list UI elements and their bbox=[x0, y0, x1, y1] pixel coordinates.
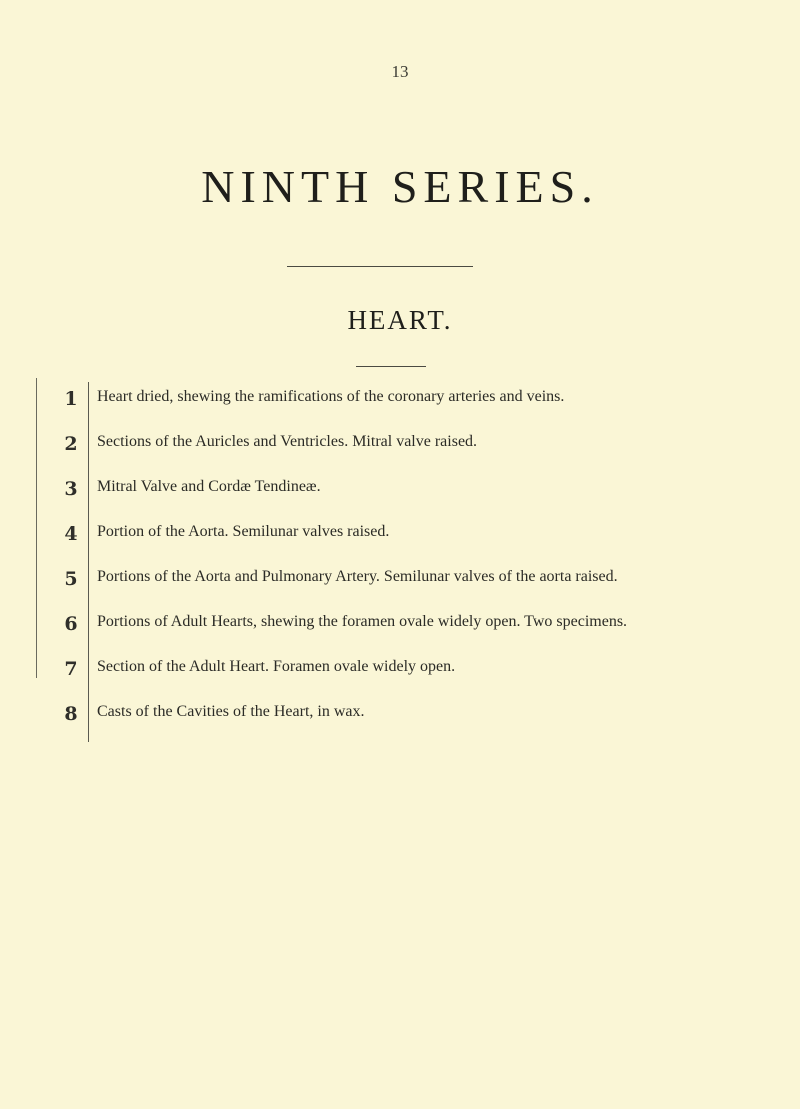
list-item bbox=[0, 523, 800, 568]
section-divider bbox=[356, 366, 426, 367]
list-item bbox=[0, 613, 800, 658]
list-item bbox=[0, 433, 800, 478]
list-item bbox=[0, 703, 800, 748]
entry-divider bbox=[88, 562, 89, 607]
list-item bbox=[0, 658, 800, 703]
entry-divider bbox=[88, 382, 89, 427]
entry-number: 7 bbox=[64, 658, 78, 680]
entry-text: Portions of the Aorta and Pulmonary Artery. Semilunar valves of the aorta raised. bbox=[97, 568, 618, 585]
list-item bbox=[0, 388, 800, 433]
section-title: HEART. bbox=[347, 305, 453, 335]
entry-number: 8 bbox=[64, 703, 78, 725]
entry-divider bbox=[88, 697, 89, 742]
catalogue-list bbox=[0, 388, 800, 748]
entry-text: Section of the Adult Heart. Foramen ovale widely open. bbox=[97, 658, 456, 675]
entry-divider bbox=[88, 427, 89, 472]
entry-text: Heart dried, shewing the ramifications of the coronary arteries and veins. bbox=[97, 388, 565, 405]
entry-number: 4 bbox=[64, 523, 78, 545]
entry-text: Mitral Valve and Cordæ Tendineæ. bbox=[97, 478, 321, 495]
list-item bbox=[0, 568, 800, 613]
title-divider bbox=[287, 266, 473, 267]
entry-text: Sections of the Auricles and Ventricles. Mitral valve raised. bbox=[97, 433, 478, 450]
entry-divider bbox=[88, 517, 89, 562]
entry-divider bbox=[88, 607, 89, 652]
entry-number: 6 bbox=[64, 613, 78, 635]
entry-divider bbox=[88, 652, 89, 697]
list-item bbox=[0, 478, 800, 523]
entry-number: 2 bbox=[64, 433, 78, 455]
series-title: NINTH SERIES. bbox=[201, 161, 599, 212]
entry-text: Portions of Adult Hearts, shewing the foramen ovale widely open. Two specimens. bbox=[97, 613, 628, 630]
entry-number: 1 bbox=[64, 388, 78, 410]
entry-text: Portion of the Aorta. Semilunar valves raised. bbox=[97, 523, 390, 540]
entry-number: 3 bbox=[64, 478, 78, 500]
entry-divider bbox=[88, 472, 89, 517]
page-number: 13 bbox=[391, 62, 409, 81]
entry-text: Casts of the Cavities of the Heart, in wax. bbox=[97, 703, 365, 720]
entry-number: 5 bbox=[64, 568, 78, 590]
